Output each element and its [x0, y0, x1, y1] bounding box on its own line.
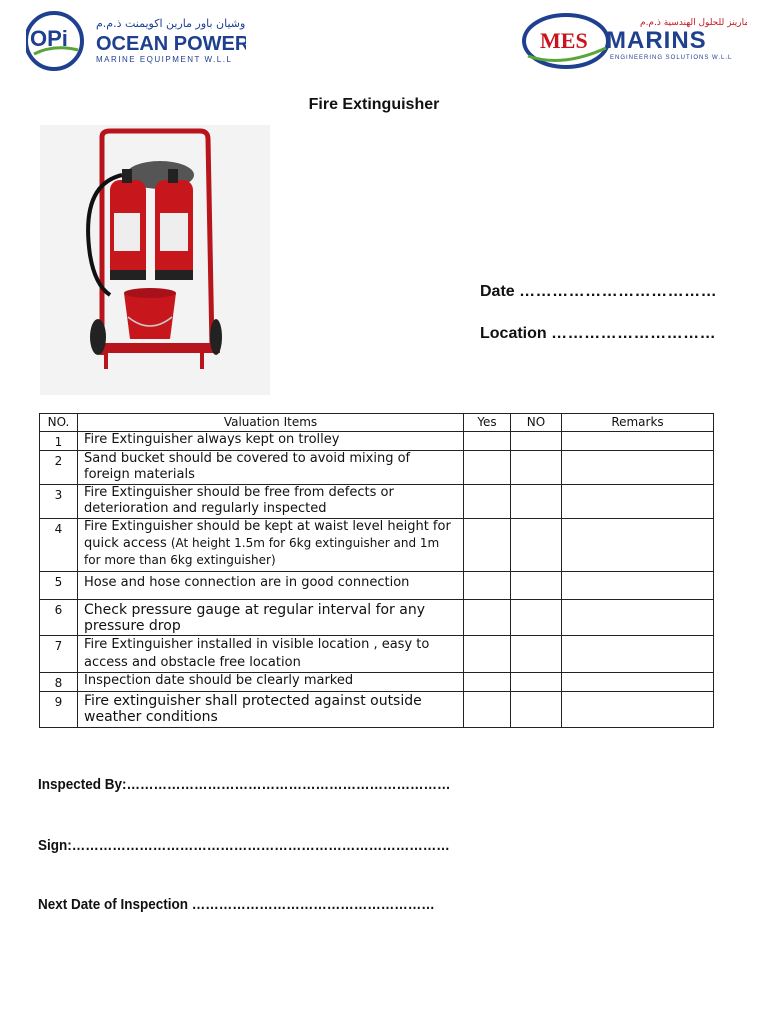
- yes-cell[interactable]: [464, 432, 511, 451]
- logo-left-name: OCEAN POWER: [96, 33, 246, 55]
- header-yes: Yes: [464, 414, 511, 432]
- remarks-cell[interactable]: [562, 673, 714, 692]
- no-cell[interactable]: [511, 636, 562, 673]
- table-row: [40, 673, 714, 692]
- row-item: Fire Extinguisher installed in visible location , easy to access and obstacle free location: [78, 636, 464, 673]
- remarks-cell[interactable]: [562, 485, 714, 519]
- no-cell[interactable]: [511, 451, 562, 485]
- table-row: [40, 692, 714, 728]
- row-item-text: Fire Extinguisher should be kept at waist level height for quick access: [84, 519, 451, 551]
- logo-right-arabic: مارينز للحلول الهندسية ذ.م.م: [640, 18, 747, 28]
- row-item-note: (At height 1.5m for 6kg extinguisher and 1m for more than 6kg extinguisher): [84, 536, 440, 567]
- yes-cell[interactable]: [464, 636, 511, 673]
- extinguisher-trolley-image: [40, 125, 270, 395]
- logo-right-sub: ENGINEERING SOLUTIONS W.L.L: [610, 55, 733, 61]
- header-remarks: Remarks: [562, 414, 714, 432]
- yes-cell[interactable]: [464, 519, 511, 572]
- location-label: Location: [480, 325, 547, 342]
- no-cell[interactable]: [511, 432, 562, 451]
- table-row: [40, 636, 714, 673]
- no-cell[interactable]: [511, 692, 562, 728]
- no-cell[interactable]: [511, 485, 562, 519]
- sign-field[interactable]: Sign:…………………………………………………………………………: [38, 837, 450, 854]
- yes-cell[interactable]: [464, 485, 511, 519]
- no-cell[interactable]: [511, 519, 562, 572]
- page-title: Fire Extinguisher: [308, 96, 440, 113]
- ocean-power-logo: [26, 10, 246, 72]
- logo-left-mark: OPi: [30, 26, 68, 51]
- remarks-cell[interactable]: [562, 636, 714, 673]
- row-number: 7: [40, 636, 78, 673]
- remarks-cell[interactable]: [562, 600, 714, 636]
- remarks-cell[interactable]: [562, 572, 714, 600]
- date-label: Date: [480, 283, 515, 300]
- no-cell[interactable]: [511, 673, 562, 692]
- remarks-cell[interactable]: [562, 692, 714, 728]
- table-header-row: [40, 414, 714, 432]
- no-cell[interactable]: [511, 572, 562, 600]
- inspection-checklist-table: [39, 413, 714, 728]
- logo-left-arabic: اوشيان باور مارين اكويمنت ذ.م.م: [96, 17, 246, 30]
- row-item: Sand bucket should be covered to avoid mixing of foreign materials: [78, 451, 464, 485]
- row-item: Inspection date should be clearly marked: [78, 673, 464, 692]
- row-item: Hose and hose connection are in good connection: [78, 572, 464, 600]
- inspected-by-field[interactable]: Inspected By:………………………………………………………………: [38, 776, 451, 793]
- location-field[interactable]: [480, 325, 716, 343]
- row-item: Check pressure gauge at regular interval for any pressure drop: [78, 600, 464, 636]
- no-cell[interactable]: [511, 600, 562, 636]
- row-item: [78, 519, 464, 572]
- table-row: [40, 519, 714, 572]
- row-item: Fire extinguisher shall protected against outside weather conditions: [78, 692, 464, 728]
- header-no: NO.: [40, 414, 78, 432]
- date-dots: ………………………………: [519, 283, 718, 300]
- remarks-cell[interactable]: [562, 432, 714, 451]
- row-number: 3: [40, 485, 78, 519]
- row-number: 8: [40, 673, 78, 692]
- remarks-cell[interactable]: [562, 519, 714, 572]
- logo-left-sub: MARINE EQUIPMENT W.L.L: [96, 55, 233, 64]
- row-number: 2: [40, 451, 78, 485]
- yes-cell[interactable]: [464, 692, 511, 728]
- logo-right-name: MARINS: [606, 27, 707, 54]
- header-no-col: NO: [511, 414, 562, 432]
- logo-right-mark: MES: [540, 28, 588, 53]
- table-row: [40, 485, 714, 519]
- yes-cell[interactable]: [464, 572, 511, 600]
- yes-cell[interactable]: [464, 673, 511, 692]
- table-row: [40, 451, 714, 485]
- next-inspection-date-field[interactable]: Next Date of Inspection ………………………………………………: [38, 896, 435, 913]
- remarks-cell[interactable]: [562, 451, 714, 485]
- row-number: 5: [40, 572, 78, 600]
- row-number: 1: [40, 432, 78, 451]
- row-item: Fire Extinguisher should be free from defects or deterioration and regularly inspected: [78, 485, 464, 519]
- row-number: 4: [40, 519, 78, 572]
- date-field[interactable]: [480, 283, 717, 301]
- table-row: [40, 432, 714, 451]
- yes-cell[interactable]: [464, 451, 511, 485]
- location-dots: …………………………: [551, 325, 717, 342]
- row-number: 6: [40, 600, 78, 636]
- mes-marins-logo: [522, 12, 747, 70]
- row-number: 9: [40, 692, 78, 728]
- header-items: Valuation Items: [78, 414, 464, 432]
- row-item: Fire Extinguisher always kept on trolley: [78, 432, 464, 451]
- table-row: [40, 572, 714, 600]
- table-row: [40, 600, 714, 636]
- yes-cell[interactable]: [464, 600, 511, 636]
